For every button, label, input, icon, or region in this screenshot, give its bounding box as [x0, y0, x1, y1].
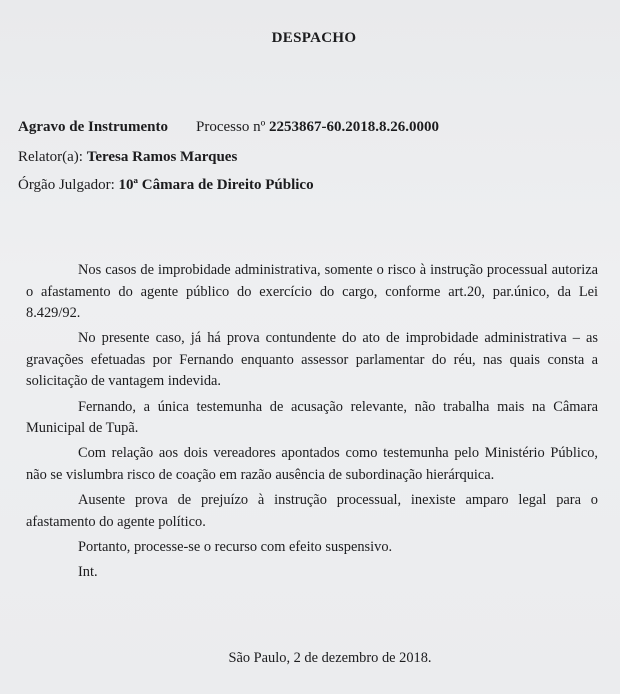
- process-label: Processo nº: [196, 119, 266, 135]
- process-number: 2253867-60.2018.8.26.0000: [268, 119, 439, 135]
- rapporteur-line: [18, 149, 237, 166]
- rapporteur-label: Relator(a):: [18, 149, 83, 165]
- document-body: [26, 260, 598, 587]
- paragraph: Fernando, a única testemunha de acusação relevante, não trabalha mais na Câmara Municipal de Tupã.: [26, 398, 598, 437]
- court-name: 10ª Câmara de Direito Público: [118, 177, 314, 193]
- case-line: [18, 119, 439, 136]
- paragraph: Ausente prova de prejuízo à instrução processual, inexiste amparo legal para o afastamento do agente político.: [26, 491, 598, 530]
- paragraph: No presente caso, já há prova contundente do ato de improbidade administrativa – as gravações efetuadas por Fernando enquanto assessor parlamentar do réu, nas quais consta a solicitação de vantagem indevida.: [26, 330, 598, 390]
- case-type: Agravo de Instrumento: [18, 119, 168, 135]
- court-line: [18, 177, 314, 194]
- paragraph: Portanto, processe-se o recurso com efeito suspensivo.: [78, 538, 393, 555]
- paragraph: Com relação aos dois vereadores apontados como testemunha pelo Ministério Público, não se vislumbra risco de coação em razão ausência de subordinação hierárquica.: [26, 445, 598, 483]
- rapporteur-name: Teresa Ramos Marques: [86, 149, 238, 165]
- closing-date: São Paulo, 2 de dezembro de 2018.: [228, 650, 432, 666]
- court-label: Órgão Julgador:: [18, 177, 115, 193]
- paragraph: Nos casos de improbidade administrativa, somente o risco à instrução processual autoriza o afastamento do agente público do exercício do cargo, conforme art.20, par.único, da Lei 8.429/92.: [26, 262, 598, 322]
- paragraph: Int.: [78, 563, 98, 580]
- document-title: DESPACHO: [271, 30, 357, 46]
